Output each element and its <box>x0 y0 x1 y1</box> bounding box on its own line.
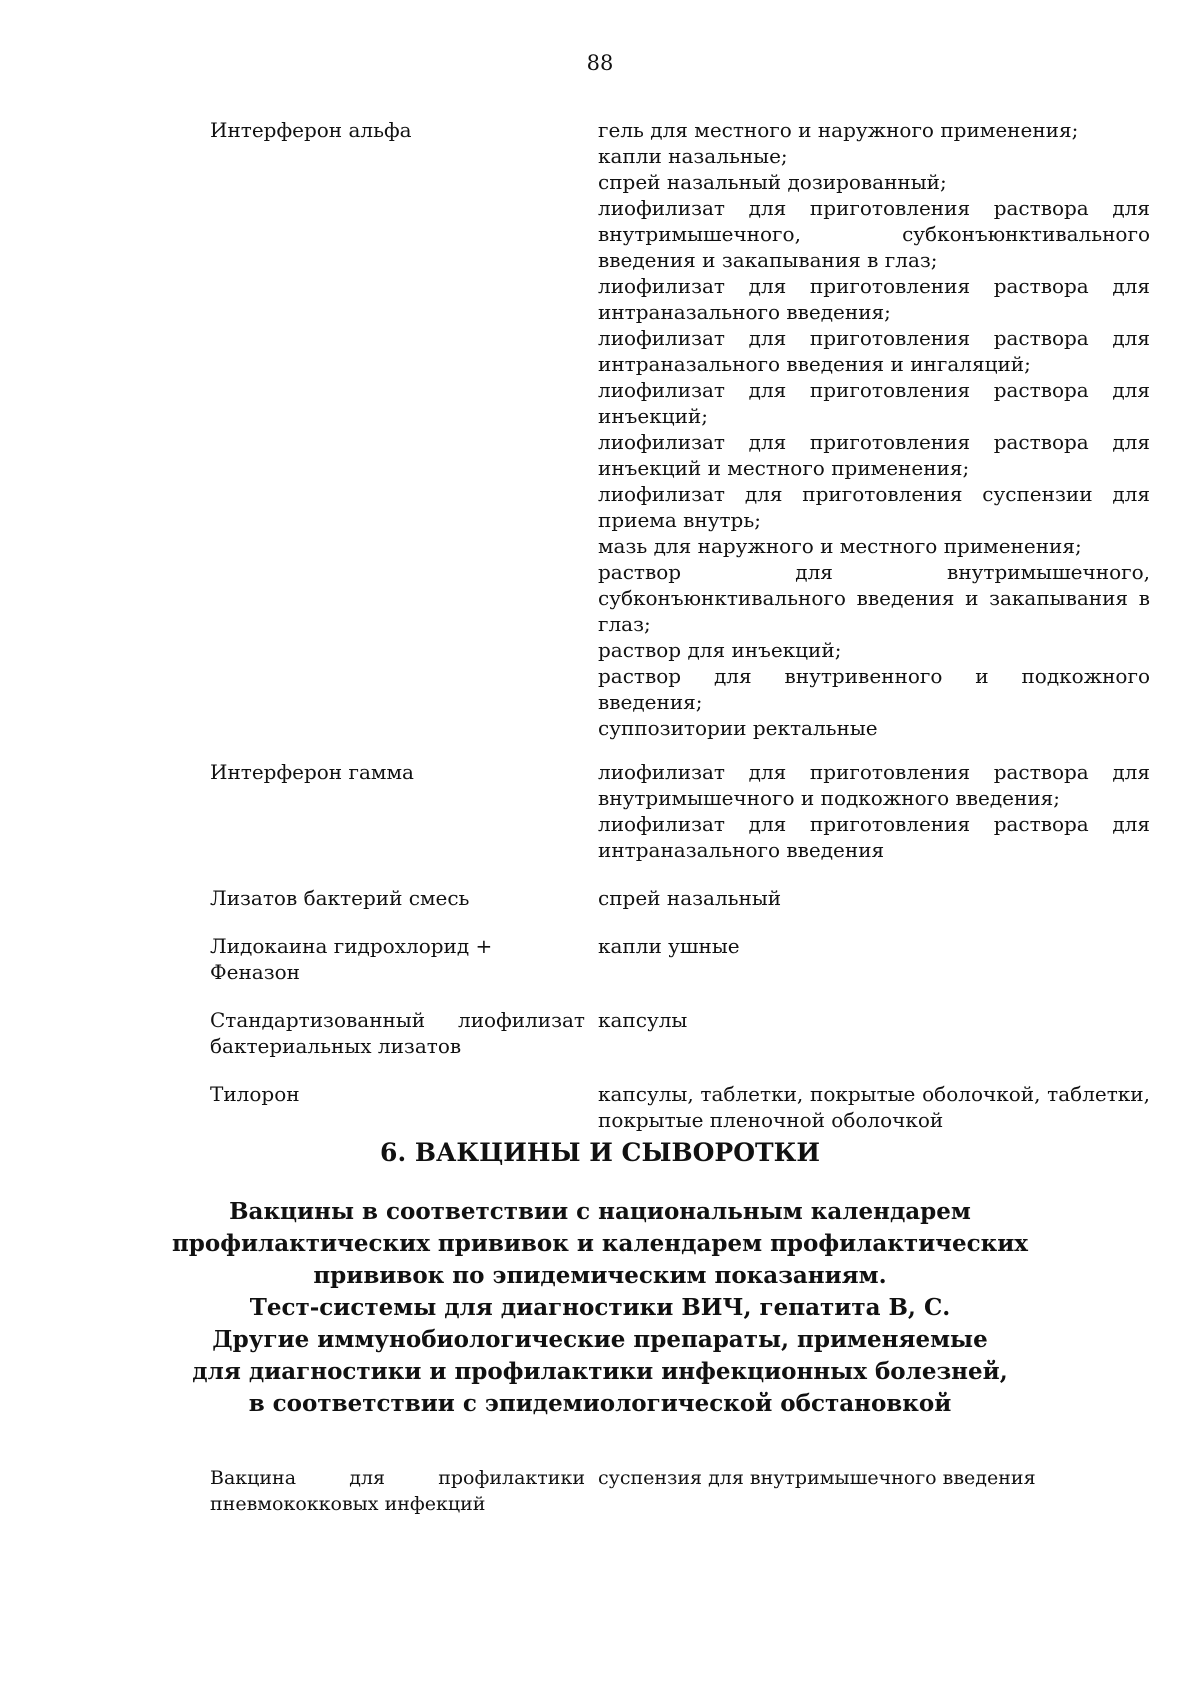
dosage-form: раствор для внутривенного и подкожного введения; <box>598 664 1150 714</box>
dosage-form: лиофилизат для приготовления раствора для внутримышечного, субконъюнктивального введения и закапывания в глаз; <box>598 196 1150 272</box>
drug-name-cell <box>210 885 585 911</box>
dosage-form: лиофилизат для приготовления суспензии для приема внутрь; <box>598 482 1150 532</box>
dosage-forms-cell <box>598 885 1150 911</box>
drug-name: Тилорон <box>210 1082 300 1106</box>
subheading-line: прививок по эпидемическим показаниям. <box>313 1262 887 1289</box>
drug-name: Интерферон альфа <box>210 118 412 142</box>
dosage-forms-cell <box>598 1465 1150 1491</box>
dosage-form: гель для местного и наружного применения; <box>598 118 1079 142</box>
drug-name: Вакцина для профилактики <box>210 1467 585 1489</box>
drug-name-cell <box>210 1465 585 1517</box>
table-row <box>210 885 1150 911</box>
dosage-form: раствор для внутримышечного, субконъюнктивального введения и закапывания в глаз; <box>598 560 1150 636</box>
subheading-line: Вакцины в соответствии с национальным календарем <box>229 1198 971 1225</box>
dosage-form: лиофилизат для приготовления раствора для интраназального введения и ингаляций; <box>598 326 1150 376</box>
drug-name-cell <box>210 1007 585 1059</box>
dosage-form: лиофилизат для приготовления раствора для инъекций; <box>598 378 1150 428</box>
subsection-heading <box>150 1196 1050 1420</box>
dosage-forms-cell <box>598 117 1150 741</box>
dosage-form: спрей назальный <box>598 886 782 910</box>
drug-name: Стандартизованный лиофилизат <box>210 1008 585 1032</box>
dosage-forms-cell <box>598 933 1150 959</box>
dosage-forms-cell <box>598 1081 1150 1133</box>
dosage-form: капли назальные; <box>598 144 788 168</box>
drug-name-continued: бактериальных лизатов <box>210 1034 462 1058</box>
subheading-line: в соответствии с эпидемиологической обстановкой <box>248 1390 952 1417</box>
table-row <box>210 759 1150 863</box>
drug-forms-table <box>210 117 1150 1133</box>
drug-name-cell <box>210 933 585 985</box>
dosage-form: спрей назальный дозированный; <box>598 170 947 194</box>
dosage-form: мазь для наружного и местного применения; <box>598 534 1082 558</box>
subheading-line: для диагностики и профилактики инфекционных болезней, <box>192 1358 1008 1385</box>
table-row <box>210 1007 1150 1059</box>
subheading-line: Тест-системы для диагностики ВИЧ, гепатита В, С. <box>249 1294 951 1321</box>
drug-name: Лизатов бактерий смесь <box>210 886 470 910</box>
dosage-forms-cell <box>598 759 1150 863</box>
drug-name-cell <box>210 1081 585 1107</box>
table-row <box>210 1465 1150 1517</box>
section-heading: 6. ВАКЦИНЫ И СЫВОРОТКИ <box>380 1138 820 1167</box>
dosage-form: суспензия для внутримышечного введения <box>598 1467 1036 1489</box>
drug-name: Лидокаина гидрохлорид + Феназон <box>210 934 493 984</box>
dosage-form: капсулы, таблетки, покрытые оболочкой, таблетки, покрытые пленочной оболочкой <box>598 1082 1150 1132</box>
subheading-line: Другие иммунобиологические препараты, применяемые <box>212 1326 988 1353</box>
dosage-forms-cell <box>598 1007 1150 1033</box>
dosage-form: капли ушные <box>598 934 740 958</box>
table-row <box>210 117 1150 741</box>
dosage-form: раствор для инъекций; <box>598 638 842 662</box>
dosage-form: капсулы <box>598 1008 688 1032</box>
table-row <box>210 933 1150 985</box>
dosage-form: суппозитории ректальные <box>598 716 878 740</box>
dosage-form: лиофилизат для приготовления раствора для внутримышечного и подкожного введения; <box>598 760 1150 810</box>
dosage-form: лиофилизат для приготовления раствора для инъекций и местного применения; <box>598 430 1150 480</box>
drug-name-cell <box>210 759 585 785</box>
dosage-form: лиофилизат для приготовления раствора для интраназального введения <box>598 812 1150 862</box>
subheading-line: профилактических прививок и календарем профилактических <box>171 1230 1029 1257</box>
drug-name-cell <box>210 117 585 143</box>
drug-name: Интерферон гамма <box>210 760 414 784</box>
drug-name-continued: пневмококковых инфекций <box>210 1493 486 1515</box>
vaccine-table <box>210 1465 1150 1517</box>
dosage-form: лиофилизат для приготовления раствора для интраназального введения; <box>598 274 1150 324</box>
table-row <box>210 1081 1150 1133</box>
page-number: 88 <box>586 51 614 75</box>
